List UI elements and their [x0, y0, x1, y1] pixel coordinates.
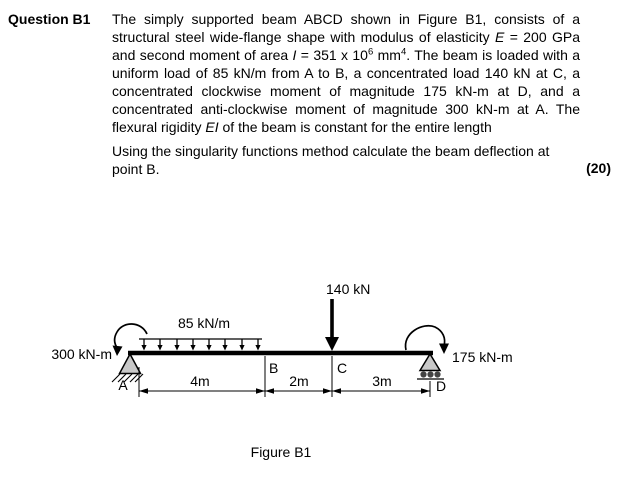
udl-label: 85 kN/m — [177, 315, 231, 331]
question-number: Question B1 — [8, 11, 91, 27]
body-text-2: = 200 GPa and second moment of area — [112, 29, 580, 63]
body-text-5: . The beam is loaded with a uniform load of 85 kN/m from A to B, a concentrated load 140 kN at C, a concentrated clockwise moment of magnitude 175 kN-m at D, and a concentrated anti-clockwise moment of magnitude 300 kN-m at A. The flexural rigidity — [112, 47, 580, 135]
exponent-4: 4 — [400, 46, 407, 58]
question-block — [0, 0, 636, 178]
moment-a-label: 300 kN-m — [51, 346, 112, 362]
body-text-6: of the beam is constant for the entire length — [218, 119, 492, 135]
dim-ab-label: 4m — [190, 373, 210, 389]
symbol-I: I — [292, 47, 297, 63]
dim-cd-label: 3m — [372, 373, 392, 389]
clockwise-moment-icon — [406, 326, 449, 354]
marks-label: (20) — [586, 160, 611, 176]
node-b-label: B — [269, 360, 279, 376]
exponent-6: 6 — [367, 46, 374, 58]
symbol-EI: EI — [205, 119, 219, 135]
node-c-label: C — [337, 360, 348, 376]
point-load-label: 140 kN — [326, 281, 371, 297]
figure-caption: Figure B1 — [250, 444, 312, 460]
node-d-label: D — [436, 378, 447, 394]
distributed-load-icon — [139, 339, 262, 351]
question-body-paragraph — [112, 10, 580, 136]
node-a-label: A — [118, 377, 128, 393]
task-row — [112, 142, 611, 178]
body-text-3: = 351 x 10 — [296, 47, 368, 63]
question-text — [112, 10, 611, 178]
symbol-E: E — [495, 29, 505, 45]
point-load-arrow-icon — [325, 299, 339, 351]
dim-bc-label: 2m — [289, 373, 309, 389]
task-text: Using the singularity functions method calculate the beam deflection at point B. — [112, 143, 550, 177]
dimension-lines — [139, 388, 430, 394]
body-text-1: The simply supported beam ABCD shown in Figure B1, consists of a structural steel wide-flange shape with modulus of elasticity — [112, 11, 580, 45]
moment-d-label: 175 kN-m — [452, 349, 513, 365]
beam-diagram — [0, 278, 636, 478]
roller-support-icon — [417, 354, 444, 379]
body-text-4: mm — [373, 47, 401, 63]
